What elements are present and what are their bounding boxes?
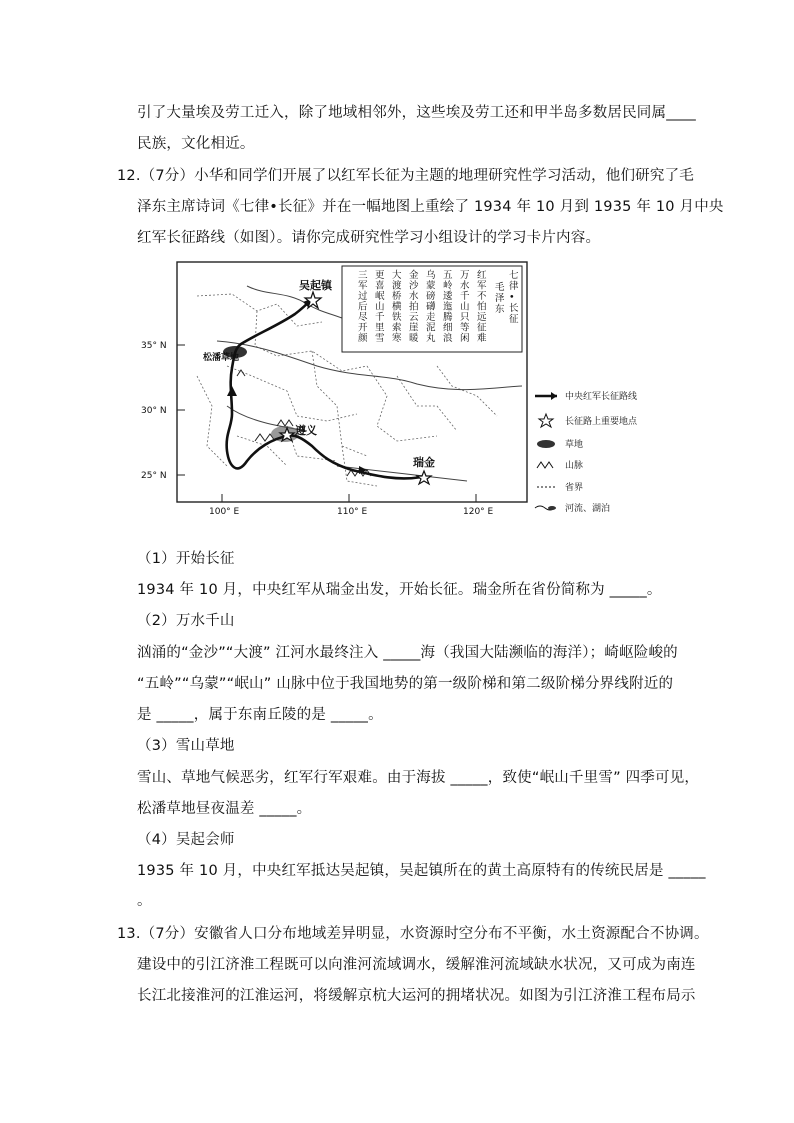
subheading-1: （1）开始长征 [137, 551, 235, 567]
star-icon [539, 414, 553, 427]
poem-column-7 [375, 270, 385, 344]
poem-title-column-text: 七律•长征 [509, 270, 519, 325]
poem-column-2 [460, 270, 470, 344]
lon-label-100: 100° E [209, 507, 240, 517]
grassland-icon [537, 440, 555, 448]
poem-column-4-text: 乌蒙磅礴走泥丸 [426, 270, 436, 344]
q2-text-3: 是 _____，属于东南丘陵的是 _____。 [137, 707, 383, 723]
question-12-line-2: 泽东主席诗词《七律•长征》并在一幅地图上重绘了 1934 年 10 月到 1935 年 10 月中央 [137, 199, 724, 215]
poem-author-column [495, 282, 505, 315]
poem-author [495, 282, 505, 315]
place-wuqi: 吴起镇 [299, 279, 332, 292]
poem-column-5 [409, 269, 419, 344]
poem-column-6-text: 大渡桥横铁索寒 [392, 270, 402, 344]
poem-column-1-text: 红军不怕远征难 [477, 270, 487, 344]
poem-column-8 [358, 270, 368, 344]
place-ruijin: 瑞金 [413, 456, 435, 469]
place-zunyi: 遵义 [295, 424, 317, 437]
legend-label-grassland: 草地 [565, 440, 584, 450]
legend-label-river: 河流、湖泊 [565, 504, 611, 514]
subheading-2: （2）万水千山 [137, 613, 235, 629]
poem-column-3 [443, 270, 453, 344]
mountain-icon [537, 462, 553, 468]
lat-label-30: 30° N [141, 406, 167, 416]
map-legend [535, 390, 638, 514]
lon-label-110: 110° E [337, 507, 368, 517]
legend-label-site: 长征路上重要地点 [565, 417, 638, 427]
lon-label-120: 120° E [463, 507, 494, 517]
question-12-line-3: 红军长征路线（如图）。请你完成研究性学习小组设计的学习卡片内容。 [137, 230, 601, 246]
q2-text-1: 汹涌的“金沙”“大渡” 江河水最终注入 _____海（我国大陆濒临的海洋）；崎岖险峻的 [137, 645, 678, 661]
subheading-3: （3）雪山草地 [137, 738, 235, 754]
q4-text-1: 1935 年 10 月，中央红军抵达吴起镇，吴起镇所在的黄土高原特有的传统民居是 _____ [137, 863, 706, 879]
poem-column-7-text: 更喜岷山千里雪 [375, 270, 385, 344]
question-13-line-2: 建设中的引江济淮工程既可以向淮河流域调水，缓解淮河流域缺水状况，又可成为南连 [137, 957, 696, 973]
text-line-2: 民族，文化相近。 [137, 136, 255, 152]
poem-column-8-text: 三军过后尽开颜 [358, 270, 368, 344]
lat-label-35: 35° N [141, 341, 167, 351]
q3-text-1: 雪山、草地气候恶劣，红军行军艰难。由于海拔 _____，致使“岷山千里雪” 四季可见， [137, 770, 700, 786]
poem-column-5-text: 金沙水拍云崖暖 [409, 270, 419, 344]
subheading-4: （4）吴起会师 [137, 832, 235, 848]
poem-column-4 [426, 269, 436, 344]
legend-label-border: 省界 [565, 483, 584, 493]
question-12-line-1: 12.（7分）小华和同学们开展了以红军长征为主题的地理研究性学习活动，他们研究了毛 [117, 168, 694, 184]
q3-text-2: 松潘草地昼夜温差 _____。 [137, 801, 312, 817]
place-songpan: 松潘草地 [203, 353, 240, 363]
long-march-map [137, 256, 677, 540]
lat-label-25: 25° N [141, 471, 167, 481]
q2-text-2: “五岭”“乌蒙”“岷山” 山脉中位于我国地势的第一级阶梯和第二级阶梯分界线附近的 [137, 676, 674, 692]
poem-column-1 [477, 269, 487, 344]
poem-column-6 [392, 269, 402, 344]
question-13-line-3: 长江北接淮河的江淮运河，将缓解京杭大运河的拥堵状况。如图为引江济淮工程布局示 [137, 988, 696, 1004]
legend-label-route: 中央红军长征路线 [565, 392, 638, 402]
text-line-1: 引了大量埃及劳工迁入，除了地域相邻外，这些埃及劳工还和甲半岛多数居民同属____ [137, 105, 696, 121]
poem-author-column-text: 毛泽东 [495, 282, 505, 315]
poem-column-2-text: 万水千山只等闲 [460, 270, 470, 344]
question-13-line-1: 13.（7分）安徽省人口分布地域差异明显，水资源时空分布不平衡，水土资源配合不协调。 [117, 926, 709, 942]
poem-column-3-text: 五岭逶迤腾细浪 [443, 270, 453, 344]
q1-text: 1934 年 10 月，中央红军从瑞金出发，开始长征。瑞金所在省份简称为 _____。 [137, 582, 662, 598]
legend-label-mountain: 山脉 [565, 461, 584, 471]
q4-text-2: 。 [137, 893, 152, 909]
